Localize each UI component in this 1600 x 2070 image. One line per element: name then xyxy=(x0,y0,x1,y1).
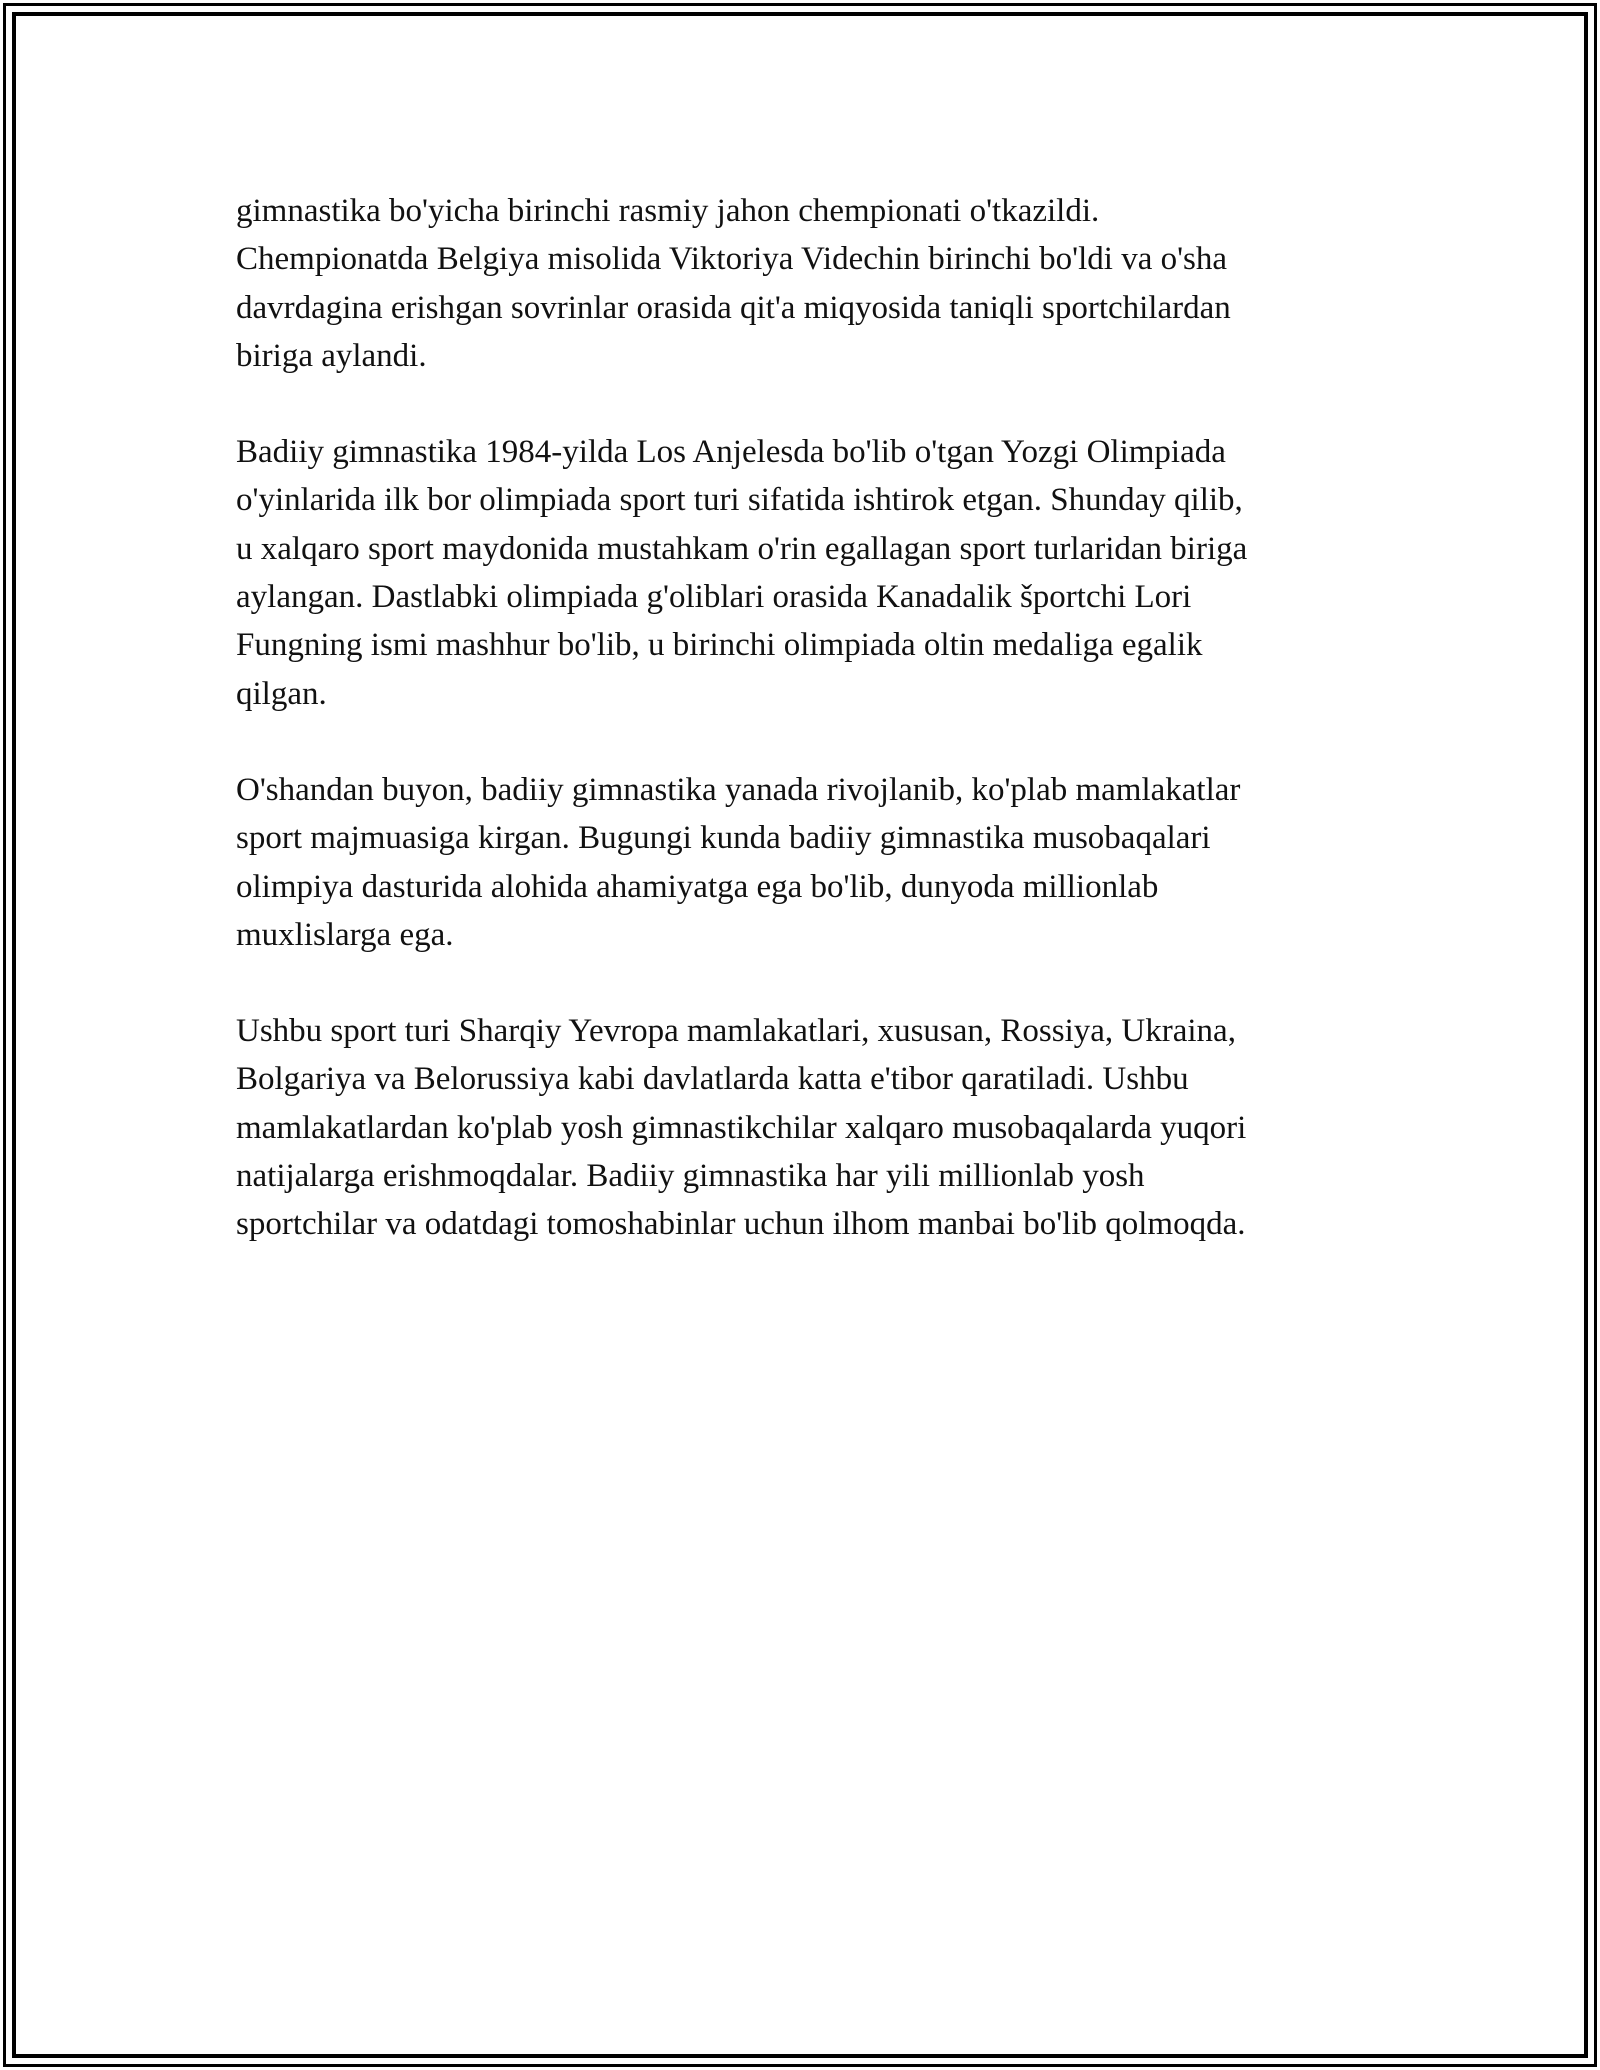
text-line: u xalqaro sport maydonida mustahkam o'rin egallagan sport turlaridan biriga xyxy=(236,530,1248,567)
text-line: biriga aylandi. xyxy=(236,337,427,374)
text-line: natijalarga erishmoqdalar. Badiiy gimnastika har yili millionlab yosh xyxy=(236,1158,1145,1195)
text-line: aylangan. Dastlabki olimpiada g'oliblari orasida Kanadalik športchi Lori xyxy=(236,579,1192,616)
text-line: Bolgariya va Belorussiya kabi davlatlarda katta e'tibor qaratiladi. Ushbu xyxy=(236,1061,1189,1098)
document-body xyxy=(236,187,1396,1297)
paragraph-3 xyxy=(236,766,1396,959)
text-line: muxlislarga ega. xyxy=(236,916,454,953)
text-line: olimpiya dasturida alohida ahamiyatga ega bo'lib, dunyoda millionlab xyxy=(236,868,1159,905)
text-line: sport majmuasiga kirgan. Bugungi kunda badiiy gimnastika musobaqalari xyxy=(236,820,1211,857)
text-line: davrdagina erishgan sovrinlar orasida qit'a miqyosida taniqli sportchilardan xyxy=(236,289,1231,326)
text-line: Badiiy gimnastika 1984-yilda Los Anjelesda bo'lib o'tgan Yozgi Olimpiada xyxy=(236,434,1226,471)
text-line: qilgan. xyxy=(236,675,327,712)
text-line: Fungning ismi mashhur bo'lib, u birinchi olimpiada oltin medaliga egalik xyxy=(236,627,1203,664)
text-line: gimnastika bo'yicha birinchi rasmiy jahon chempionati o'tkazildi. xyxy=(236,193,1100,229)
paragraph-4 xyxy=(236,1007,1396,1248)
text-line: Ushbu sport turi Sharqiy Yevropa mamlakatlari, xususan, Rossiya, Ukraina, xyxy=(236,1013,1236,1050)
text-line: Chempionatda Belgiya misolida Viktoriya Videchin birinchi bo'ldi va o'sha xyxy=(236,241,1228,278)
text-line: mamlakatlardan ko'plab yosh gimnastikchilar xalqaro musobaqalarda yuqori xyxy=(236,1109,1247,1146)
text-line: sportchilar va odatdagi tomoshabinlar uchun ilhom manbai bo'lib qolmoqda. xyxy=(236,1206,1246,1243)
text-line: O'shandan buyon, badiiy gimnastika yanada rivojlanib, ko'plab mamlakatlar xyxy=(236,771,1241,808)
paragraph-1 xyxy=(236,187,1396,380)
text-line: o'yinlarida ilk bor olimpiada sport turi sifatida ishtirok etgan. Shunday qilib, xyxy=(236,482,1243,519)
paragraph-2 xyxy=(236,428,1396,718)
